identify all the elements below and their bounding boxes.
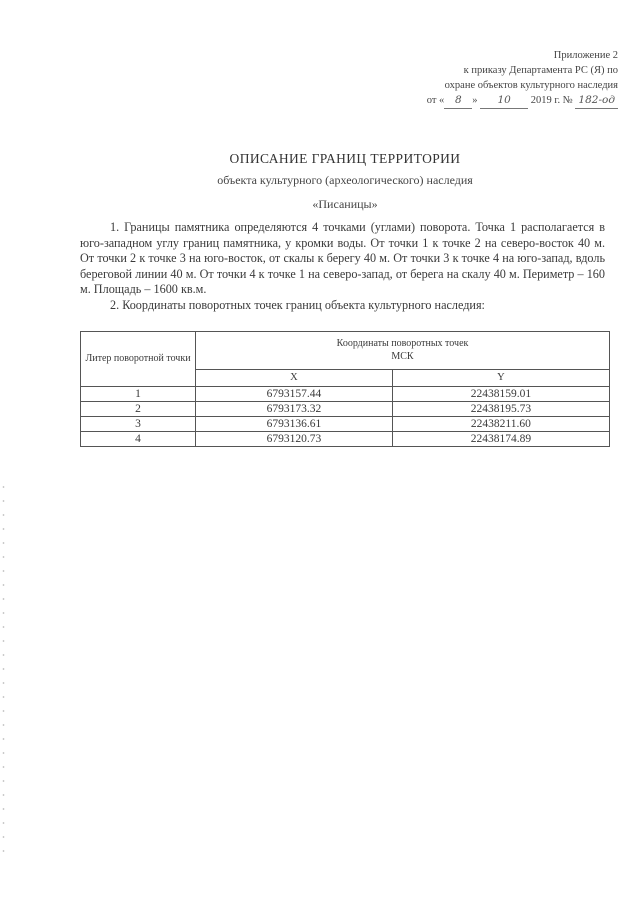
- cell-y: 22438174.89: [392, 432, 609, 447]
- cell-y: 22438159.01: [392, 387, 609, 402]
- cell-x: 6793173.32: [196, 402, 393, 417]
- cell-liter: 4: [81, 432, 196, 447]
- order-date-line: [388, 93, 618, 109]
- date-middle: »: [472, 95, 478, 106]
- cell-y: 22438195.73: [392, 402, 609, 417]
- table-row: [81, 432, 610, 447]
- order-line-2: охране объектов культурного наследия: [444, 80, 618, 91]
- header-coordinates-line2: МСК: [391, 351, 414, 363]
- header-coordinates-line1: Координаты поворотных точек: [336, 338, 469, 350]
- appendix-label: Приложение 2: [553, 50, 618, 61]
- table-row: [81, 417, 610, 432]
- order-number: 182-од: [575, 93, 618, 109]
- date-year: 2019 г. №: [530, 95, 573, 106]
- cell-x: 6793136.61: [196, 417, 393, 432]
- table-row: [81, 402, 610, 417]
- cell-x: 6793157.44: [196, 387, 393, 402]
- header-y: Y: [392, 369, 609, 386]
- paragraph-1: 1. Границы памятника определяются 4 точками (углами) поворота. Точка 1 располагается в юго-западном углу границ памятника, у кромки воды. От точки 1 к точке 2 на северо-восток 40 м. От точки 2 к точке 3 на юго-восток, от скалы к берегу 40 м. От точки 3 к точке 4 на юго-запад, вдоль береговой линии 40 м. От точки 4 к точке 1 на северо-запад, от берега на скалу 40 м. Периметр – 160 м. Площадь – 1600 кв.м.: [80, 220, 605, 297]
- page-title: ОПИСАНИЕ ГРАНИЦ ТЕРРИТОРИИ: [229, 151, 461, 166]
- cell-liter: 2: [81, 402, 196, 417]
- object-name: «Писаницы»: [312, 197, 378, 211]
- order-line-1: к приказу Департамента РС (Я) по: [463, 65, 618, 76]
- cell-liter: 3: [81, 417, 196, 432]
- header-x: X: [196, 369, 393, 386]
- appendix-header: [388, 48, 618, 109]
- cell-y: 22438211.60: [392, 417, 609, 432]
- table-header-row: [81, 332, 610, 370]
- table-row: [81, 387, 610, 402]
- scan-margin-dots: [2, 480, 5, 860]
- title-block: [80, 150, 610, 212]
- cell-x: 6793120.73: [196, 432, 393, 447]
- date-month: 10: [480, 93, 528, 109]
- paragraph-2: 2. Координаты поворотных точек границ объекта культурного наследия:: [110, 297, 485, 312]
- coordinates-table: [80, 331, 610, 447]
- header-liter: Литер поворотной точки: [81, 332, 196, 387]
- header-coordinates: [196, 332, 610, 370]
- body-text: [80, 220, 605, 314]
- cell-liter: 1: [81, 387, 196, 402]
- page-subtitle: объекта культурного (археологического) наследия: [217, 173, 473, 187]
- date-prefix: от «: [426, 95, 445, 106]
- date-day: 8: [444, 93, 472, 109]
